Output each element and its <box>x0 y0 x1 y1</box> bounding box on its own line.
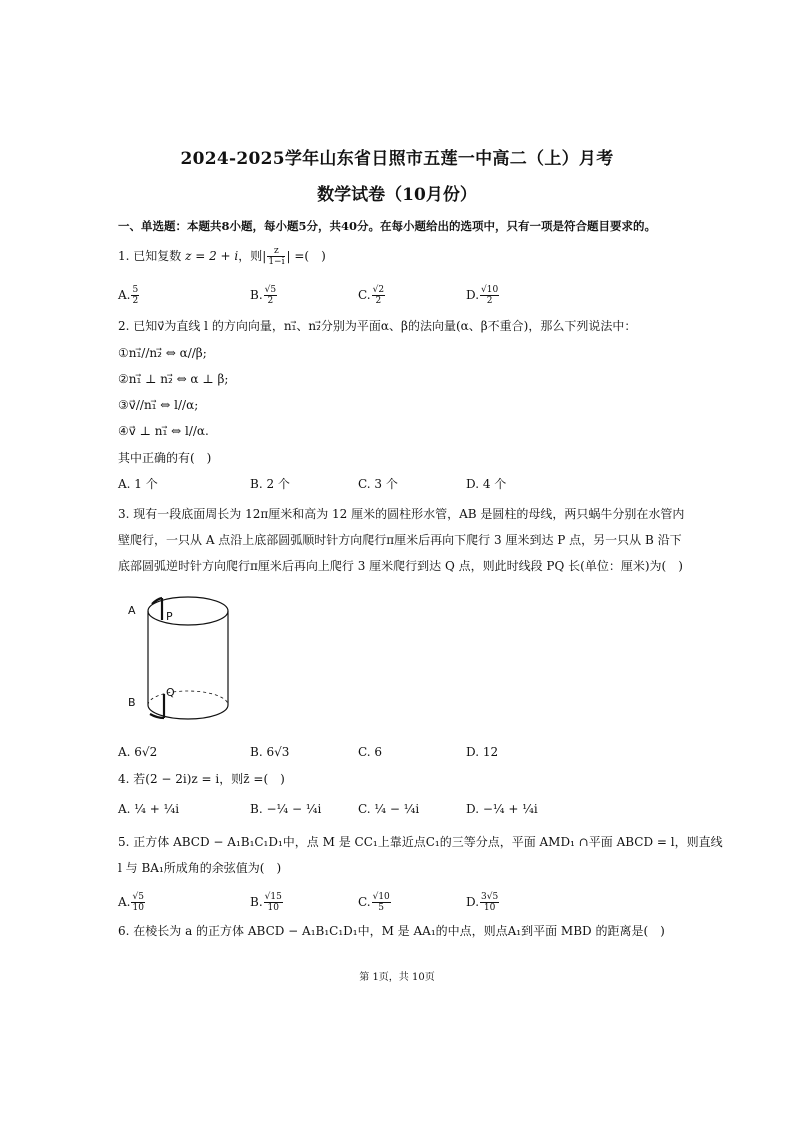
q2-option-b[interactable]: B. 2 个 <box>250 477 290 491</box>
q1-option-c[interactable]: C. $\frac{√2}{2}$ <box>358 285 385 306</box>
q5-line-1: 5. 正方体 ABCD − A₁B₁C₁D₁中，点 M 是 CC₁上靠近点C₁的三等分点，平面 AMD₁ ∩平面 ABCD = l，则直线 <box>118 835 723 849</box>
q5-option-a[interactable]: A. $\frac{√5}{10}$ <box>118 892 144 913</box>
label-p: P <box>166 610 173 623</box>
q5-option-d[interactable]: D. $\frac{3√5}{10}$ <box>466 892 499 913</box>
q1-fraction: $\frac{z}{1-i}$ <box>268 246 285 267</box>
cylinder-figure <box>124 592 244 722</box>
q2-option-c[interactable]: C. 3 个 <box>358 477 398 491</box>
q3-option-a[interactable]: A. 6√2 <box>118 745 158 759</box>
q1-text-c: ，则| <box>238 249 267 263</box>
q1-text-d: | =( ) <box>286 249 326 263</box>
q2-item-1: ①n₁⃗//n₂⃗ ⇔ α//β; <box>118 346 207 360</box>
section-heading: 一、单选题：本题共8小题，每小题5分，共40分。在每小题给出的选项中，只有一项是符合题目要求的。 <box>118 219 657 233</box>
q4-option-c[interactable]: C. ¼ − ¼i <box>358 802 420 816</box>
page-footer: 第 1页，共 10页 <box>359 972 435 983</box>
cylinder-diagram <box>124 592 244 722</box>
q2-item-2: ②n₁⃗ ⊥ n₂⃗ ⇔ α ⊥ β; <box>118 372 229 386</box>
q1-option-d[interactable]: D. $\frac{√10}{2}$ <box>466 285 499 306</box>
question-2-stem: 2. 已知v⃗为直线 l 的方向向量，n₁⃗、n₂⃗分别为平面α、β的法向量(α、β不重合)，那么下列说法中： <box>118 319 637 333</box>
question-1-stem <box>118 246 326 267</box>
q1-option-a[interactable]: A. $\frac{5}{2}$ <box>118 285 139 306</box>
label-q: Q <box>166 686 175 699</box>
q2-question: 其中正确的有( ) <box>118 451 212 465</box>
q2-option-d[interactable]: D. 4 个 <box>466 477 507 491</box>
q3-option-d[interactable]: D. 12 <box>466 745 499 759</box>
exam-subtitle: 数学试卷（10月份） <box>317 185 477 205</box>
label-b: B <box>128 696 136 709</box>
q3-line-3: 底部圆弧逆时针方向爬行π厘米后再向上爬行 3 厘米爬行到达 Q 点，则此时线段 PQ 长(单位：厘米)为( ) <box>118 559 683 573</box>
question-6-stem: 6. 在棱长为 a 的正方体 ABCD − A₁B₁C₁D₁中，M 是 AA₁的中点，则点A₁到平面 MBD 的距离是( ) <box>118 924 665 938</box>
q4-option-d[interactable]: D. −¼ + ¼i <box>466 802 538 816</box>
exam-title: 2024-2025学年山东省日照市五莲一中高二（上）月考 <box>180 149 614 169</box>
q3-line-2: 壁爬行，一只从 A 点沿上底部圆弧顺时针方向爬行π厘米后再向下爬行 3 厘米到达 P 点，另一只从 B 沿下 <box>118 533 682 547</box>
q1-expr: z = 2 + i <box>185 249 239 263</box>
q1-option-b[interactable]: B. $\frac{√5}{2}$ <box>250 285 277 306</box>
q2-item-3: ③v⃗//n₁⃗ ⇔ l//α; <box>118 398 199 412</box>
q4-option-b[interactable]: B. −¼ − ¼i <box>250 802 322 816</box>
label-a: A <box>128 604 136 617</box>
q1-text-a: 1. 已知复数 <box>118 249 182 263</box>
question-4-stem: 4. 若(2 − 2i)z = i，则z̄ =( ) <box>118 772 285 786</box>
q3-option-b[interactable]: B. 6√3 <box>250 745 290 759</box>
q3-line-1: 3. 现有一段底面周长为 12π厘米和高为 12 厘米的圆柱形水管，AB 是圆柱的母线，两只蜗牛分别在水管内 <box>118 507 685 521</box>
q5-option-c[interactable]: C. $\frac{√10}{5}$ <box>358 892 390 913</box>
q5-line-2: l 与 BA₁所成角的余弦值为( ) <box>118 861 282 875</box>
q2-item-4: ④v⃗ ⊥ n₁⃗ ⇔ l//α. <box>118 424 209 438</box>
q2-option-a[interactable]: A. 1 个 <box>118 477 158 491</box>
q4-option-a[interactable]: A. ¼ + ¼i <box>118 802 180 816</box>
q5-option-b[interactable]: B. $\frac{√15}{10}$ <box>250 892 282 913</box>
q3-option-c[interactable]: C. 6 <box>358 745 383 759</box>
